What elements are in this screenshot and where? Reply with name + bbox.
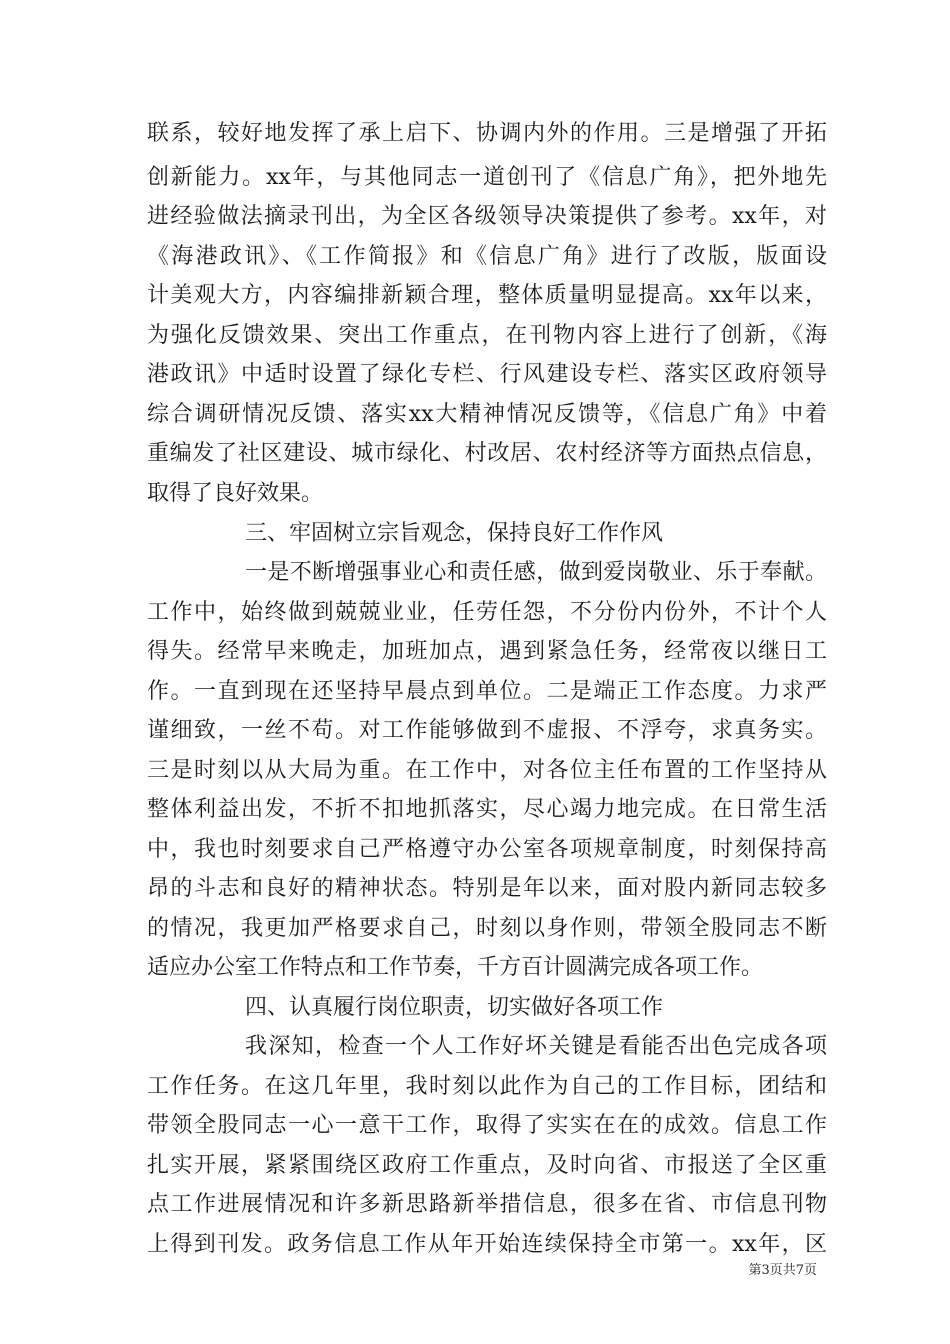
body-text-line: 重编发了社区建设、城市绿化、村改居、农村经济等方面热点信息， [147,441,827,466]
body-text-line: 《海港政讯》、《工作简报》和《信息广角》进行了改版，版面设 [147,244,827,269]
body-text-line: 点工作进展情况和许多新思路新举措信息，很多在省、市信息刊物 [147,1192,827,1217]
body-text-line: 作。一直到现在还坚持早晨点到单位。二是端正工作态度。力求严 [147,679,827,704]
body-text-line: 得失。经常早来晚走，加班加点，遇到紧急任务，经常夜以继日工 [147,639,827,664]
body-text-line: 带领全股同志一心一意干工作，取得了实实在在的成效。信息工作 [147,1113,827,1138]
body-text-line: 谨细致，一丝不苟。对工作能够做到不虚报、不浮夸，求真务实。 [147,718,827,743]
body-text-line: 适应办公室工作特点和工作节奏，千方百计圆满完成各项工作。 [147,955,764,980]
paragraph-first-line: 一是不断增强事业心和责任感，做到爱岗敬业、乐于奉献。 [245,560,827,585]
page-number-footer: 第3页共7页 [748,1263,817,1278]
body-text-line: 为强化反馈效果、突出工作重点，在刊物内容上进行了创新，《海 [147,323,827,348]
body-text-line: 进经验做法摘录刊出，为全区各级领导决策提供了参考。xx年，对 [147,204,827,229]
section-heading: 三、牢固树立宗旨观念，保持良好工作作风 [245,521,664,546]
body-text-line: 整体利益出发，不折不扣地抓落实，尽心竭力地完成。在日常生活 [147,797,827,822]
body-text-line: 扎实开展，紧紧围绕区政府工作重点，及时向省、市报送了全区重 [147,1153,827,1178]
paragraph-first-line: 我深知，检查一个人工作好坏关键是看能否出色完成各项 [245,1034,827,1059]
body-text-line: 上得到刊发。政务信息工作从年开始连续保持全市第一。xx年，区 [147,1232,827,1257]
body-text-line: 的情况，我更加严格要求自己，时刻以身作则，带领全股同志不断 [147,916,827,941]
body-text-line: 联系，较好地发挥了承上启下、协调内外的作用。三是增强了开拓 [147,121,827,146]
body-text-line: 中，我也时刻要求自己严格遵守办公室各项规章制度，时刻保持高 [147,837,827,862]
body-text-line: 港政讯》中适时设置了绿化专栏、行风建设专栏、落实区政府领导 [147,362,827,387]
body-text-line: 工作中，始终做到兢兢业业，任劳任怨，不分份内份外，不计个人 [147,600,827,625]
body-text-line: 取得了良好效果。 [147,481,324,506]
body-text-line: 创新能力。xx年，与其他同志一道创刊了《信息广角》，把外地先 [147,165,827,190]
body-text-line: 综合调研情况反馈、落实xx大精神情况反馈等，《信息广角》中着 [147,402,827,427]
body-text-line: 工作任务。在这几年里，我时刻以此作为自己的工作目标，团结和 [147,1074,827,1099]
body-text-line: 三是时刻以从大局为重。在工作中，对各位主任布置的工作坚持从 [147,758,827,783]
body-text-line: 昂的斗志和良好的精神状态。特别是年以来，面对股内新同志较多 [147,876,827,901]
section-heading: 四、认真履行岗位职责，切实做好各项工作 [245,995,664,1020]
body-text-line: 计美观大方，内容编排新颖合理，整体质量明显提高。xx年以来， [147,283,827,308]
